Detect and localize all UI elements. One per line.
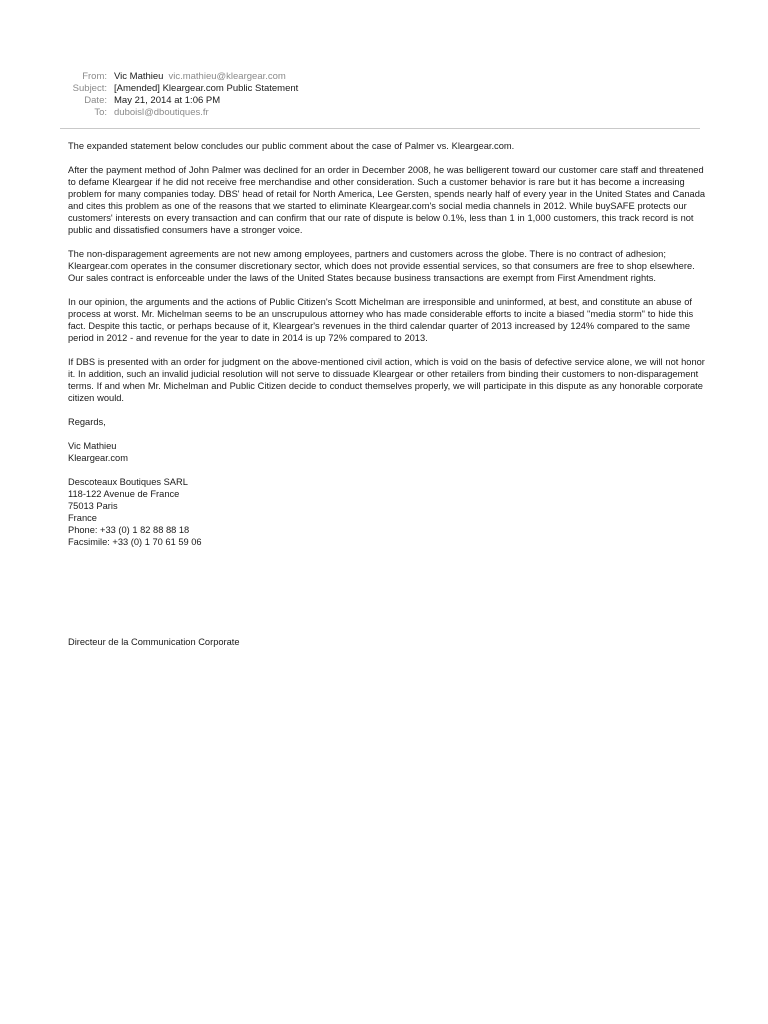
signature-street: 118-122 Avenue de France xyxy=(68,489,180,499)
date-text: May 21, 2014 at 1:06 PM xyxy=(114,95,221,106)
to-label: To: xyxy=(94,107,107,118)
signature-name-block xyxy=(68,440,708,464)
signature-name: Vic Mathieu xyxy=(68,441,117,451)
body-paragraph-3: The non-disparagement agreements are not new among employees, partners and customers across the globe. There is no contract of adhesion; Kleargear.com operates in the consumer discretionary sector, which does not provide essential services, so that consumers are free to shop elsewhere. Our sales contract is enforceable under the laws of the United States because business transactions are exempt from First Amendment rights. xyxy=(68,249,695,283)
body-paragraph-4: In our opinion, the arguments and the actions of Public Citizen's Scott Michelman are irresponsible and uninformed, at best, and constitute an abuse of process at worst. Mr. Michelman seems to be an unscrupulous attorney who has made considerable efforts to incite a biased "media storm" to hide this fact. Despite this tactic, or perhaps because of it, Kleargear's revenues in the third calendar quarter of 2013 increased by 124% compared to the same period in 2012 - and revenue for the year to date in 2014 is up 72% compared to 2013. xyxy=(68,297,694,343)
from-name: Vic Mathieu xyxy=(114,71,164,82)
signature-phone: Phone: +33 (0) 1 82 88 88 18 xyxy=(68,525,190,535)
subject-text: [Amended] Kleargear.com Public Statement xyxy=(114,83,299,94)
header-divider xyxy=(60,128,700,129)
signature-country: France xyxy=(68,513,97,523)
email-header xyxy=(60,71,700,119)
signature-city: 75013 Paris xyxy=(68,501,118,511)
signature-title: Directeur de la Communication Corporate xyxy=(68,637,240,647)
to-row xyxy=(60,107,700,119)
subject-label: Subject: xyxy=(72,83,107,94)
from-label: From: xyxy=(82,71,107,82)
to-email[interactable]: duboisl@dboutiques.fr xyxy=(114,107,209,118)
regards-line: Regards, xyxy=(68,417,106,427)
signature-address-block xyxy=(68,476,708,548)
signature-fax: Facsimile: +33 (0) 1 70 61 59 06 xyxy=(68,537,202,547)
date-row xyxy=(60,95,700,107)
body-paragraph-1: The expanded statement below concludes our public comment about the case of Palmer vs. Kleargear.com. xyxy=(68,141,515,151)
body-paragraph-2: After the payment method of John Palmer was declined for an order in December 2008, he was belligerent toward our customer care staff and threatened to defame Kleargear if he did not receive free merchandise and other consideration. Such a customer behavior is rare but it has become a increasing problem for many companies today. DBS' head of retail for North America, Lee Gersten, spends nearly half of every year in the United States and Canada and cites this problem as one of the reasons that we started to eliminate Kleargear.com's social media channels in 2012. While buySAFE protects our customers' interests on every transaction and can confirm that our rate of dispute is below 0.1%, less than 1 in 1,000 customers, this track record is not public and dissatisfied consumers have a stronger voice. xyxy=(68,165,706,235)
email-body xyxy=(68,140,708,560)
signature-site: Kleargear.com xyxy=(68,453,128,463)
date-label: Date: xyxy=(84,95,107,106)
from-row xyxy=(60,71,700,83)
subject-row xyxy=(60,83,700,95)
signature-company: Descoteaux Boutiques SARL xyxy=(68,477,188,487)
body-paragraph-5: If DBS is presented with an order for judgment on the above-mentioned civil action, which is void on the basis of defective service alone, we will not honor it. In addition, such an invalid judicial resolution will not serve to dissuade Kleargear or other retailers from binding their customers to non-disparagement terms. If and when Mr. Michelman and Public Citizen decide to conduct themselves properly, we will participate in this dispute as any honorable corporate citizen would. xyxy=(68,357,705,403)
from-email[interactable]: vic.mathieu@kleargear.com xyxy=(168,71,286,82)
